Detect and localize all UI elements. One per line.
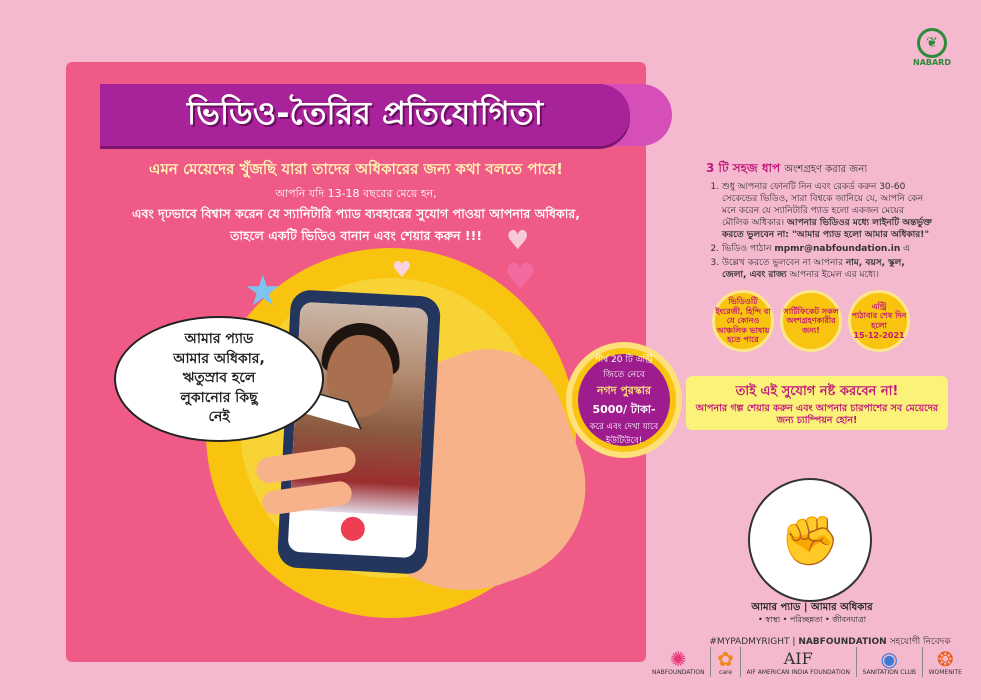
step-item xyxy=(722,243,932,255)
partner-logo xyxy=(652,646,705,678)
partner-name: NABFOUNDATION xyxy=(652,668,705,676)
heart-balloon-icon: ♥ xyxy=(504,257,537,298)
intro-headline: এমন মেয়েদের খুঁজছি যারা তাদের অধিকারের জন্য কথা বলতে পারে! xyxy=(149,160,563,178)
intro-call: তাহলে একটি ভিডিও বানান এবং শেয়ার করুন !!! xyxy=(229,228,483,243)
deadline-pill xyxy=(848,290,910,352)
record-button-icon xyxy=(340,516,365,541)
hashtag: #MYPADMYRIGHT xyxy=(709,637,790,647)
partner-name: WOMENITE xyxy=(928,668,962,676)
partner-logo xyxy=(929,646,962,678)
step-item xyxy=(722,257,932,281)
speech-line: নেই xyxy=(208,409,230,426)
logo-name: NABARD xyxy=(913,58,951,67)
deadline-sub: পাঠাবার শেষ দিন হলো xyxy=(851,311,907,330)
steps-heading-bold: 3 টি সহজ ধাপ xyxy=(706,161,781,175)
hashtag-org: NABFOUNDATION xyxy=(798,637,887,647)
partner-name: SANITATION CLUB xyxy=(862,668,916,676)
cta-box xyxy=(686,376,948,430)
step-item xyxy=(722,181,932,242)
speech-line: আমার প্যাড xyxy=(184,331,254,348)
steps-section xyxy=(706,160,932,284)
deadline-label: এন্ট্রি xyxy=(871,301,887,311)
pinwheel-icon: ✺ xyxy=(669,646,687,671)
badge-prize: নগদ পুরস্কার xyxy=(596,384,652,397)
intro-text xyxy=(86,158,626,248)
partner-logos xyxy=(652,644,962,680)
pill-text xyxy=(851,302,907,340)
speech-bubble xyxy=(114,316,324,442)
intro-belief: এবং দৃঢভাবে বিশ্বাস করেন যে স্যানিটারি প্যাড ব্যবহারের সুযোগ পাওয়া আপনার অধিকার, xyxy=(131,206,581,221)
prize-badge xyxy=(572,348,676,452)
step-2-end: এ xyxy=(903,244,910,255)
step-1-text: শুধু আপনার ফোনটি নিন এবং রেকর্ড করুন 30-60 সেকেন্ডের ভিডিও, সারা বিশ্বকে জানিয়ে যে, আপনি কেন মনে করেন যে স্যানিটারি প্যাড হলো একজন মেয়ের মৌলিক অধিকার। xyxy=(722,181,924,228)
heart-icon: ♥ xyxy=(506,226,530,256)
badge-bottom-2: ইউটিউবে! xyxy=(605,436,643,446)
pill-text: ভিডিওটি ইংরেজী, হিন্দি বা যে কোনও আঞ্চলিক ভাষায় হতে পারে xyxy=(715,297,771,345)
badge-amount: 5000/ টাকা- xyxy=(592,403,656,416)
steps-heading xyxy=(706,160,932,177)
badge-top: শীর্ষ 20 টি এন্ট্রি xyxy=(595,355,653,365)
sanitation-club-icon: ◉ xyxy=(880,646,898,671)
hashtag-rest: সহযোগী নিবেদক xyxy=(889,637,951,647)
nabard-tree-icon: ❦ xyxy=(917,28,947,58)
steps-list xyxy=(706,181,932,282)
step-2-text: ভিডিও পাঠান xyxy=(722,244,772,255)
heart-icon: ♥ xyxy=(392,258,412,283)
aif-icon: AIF xyxy=(783,648,813,668)
partner-logo xyxy=(863,646,916,678)
campaign-values: • স্বাস্থ্য • পরিচ্ছন্নতা • জীবনযাত্রা xyxy=(757,615,867,624)
language-pill xyxy=(712,290,774,352)
partner-name: AIF AMERICAN INDIA FOUNDATION xyxy=(746,668,850,676)
badge-top-2: জিতে নেবে xyxy=(603,370,645,380)
deadline-date: 15-12-2021 xyxy=(853,330,905,340)
womenite-icon: ❂ xyxy=(936,646,954,671)
certificate-pill xyxy=(780,290,842,352)
divider xyxy=(922,647,923,677)
raised-fist-icon: ✊ xyxy=(748,478,872,602)
partner-logo xyxy=(717,646,734,678)
page-title: ভিডিও-তৈরির প্রতিযোগিতা xyxy=(186,94,544,132)
star-icon: ★ xyxy=(244,266,282,315)
intro-age: আপনি যদি 13-18 বছরের মেয়ে হন, xyxy=(275,187,437,200)
partner-name: care xyxy=(719,668,733,676)
campaign-tagline: আমার প্যাড | আমার অধিকার xyxy=(751,602,873,613)
nabard-logo xyxy=(912,28,952,78)
partner-logo xyxy=(747,646,850,678)
cta-text: আপনার গল্প শেয়ার করুন এবং আপনার চারপাশের সব মেয়েদের জন্য চ্যাম্পিয়ন হোন! xyxy=(695,403,939,427)
care-icon: ✿ xyxy=(717,646,734,671)
divider xyxy=(710,647,711,677)
hashtag-line: #MYPADMYRIGHT | NABFOUNDATION সহযোগী নিবেদক xyxy=(709,637,951,647)
phone-screen xyxy=(288,302,429,558)
step-3-end: আপনার ইমেল এর মধ্যে। xyxy=(789,270,879,281)
divider xyxy=(856,647,857,677)
step-3-text: উল্লেখ করতে ভুলবেন না আপনার xyxy=(722,258,843,269)
email-link[interactable]: mpmr@nabfoundation.in xyxy=(774,244,901,255)
badge-bottom: করে এবং দেখা যাবে xyxy=(589,422,659,432)
step-3-bold: নাম, বয়স, স্কুল, জেলা, এবং রাজ্য xyxy=(722,258,905,281)
speech-line: লুকানোর কিছু xyxy=(180,389,258,406)
cta-heading: তাই এই সুযোগ নষ্ট করবেন না! xyxy=(735,384,899,399)
steps-heading-rest: অংশগ্রহণ করার জন্য xyxy=(784,164,868,175)
divider xyxy=(740,647,741,677)
step-1-bold: আপনার ভিডিওর মধ্যে লাইনটি অন্তর্ভুক্ত করতে ভুলবেন না: "আমার প্যাড হলো আমার অধিকার!" xyxy=(722,217,932,241)
speech-line: ঋতুস্রাব হলে xyxy=(182,370,256,387)
pill-text: সার্টিফিকেট সকল অংশগ্রহণকারীর জন্য! xyxy=(783,306,839,335)
speech-line: আমার অধিকার, xyxy=(173,350,265,367)
